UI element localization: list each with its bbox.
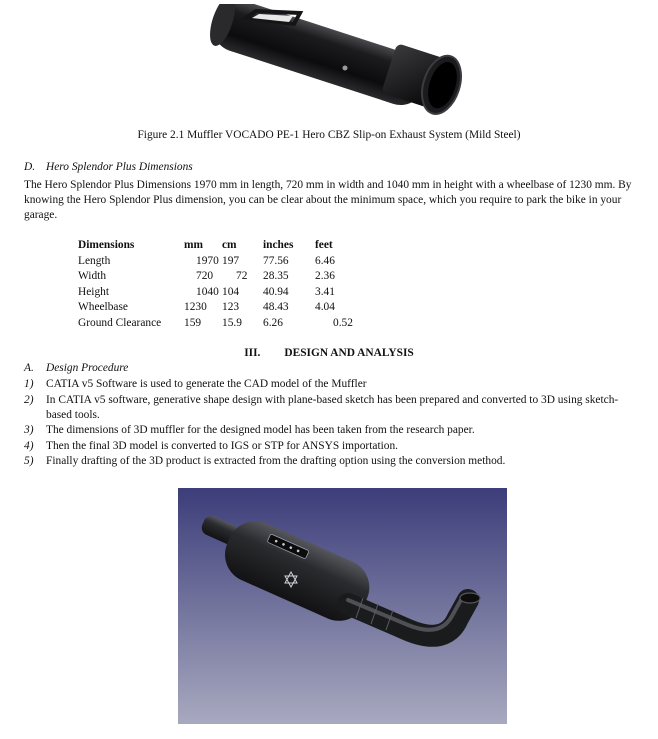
table-cell: 1040 — [196, 285, 219, 298]
subsection-heading — [24, 160, 193, 175]
table-header-cell: inches — [263, 239, 294, 251]
list-item-text: Then the final 3D model is converted to IGS or STP for ANSYS importation. — [46, 439, 399, 452]
list-item — [24, 454, 644, 469]
table-header-cell: mm — [184, 239, 203, 251]
table-cell: 0.52 — [333, 316, 353, 329]
list-item — [24, 439, 644, 454]
table-cell: 197 — [222, 254, 240, 267]
dimensions-table — [78, 238, 353, 331]
list-item-number: 5) — [24, 455, 34, 467]
subsection-heading-design — [24, 361, 128, 376]
table-row — [78, 300, 353, 316]
table-cell: 123 — [222, 301, 240, 313]
list-item — [24, 393, 644, 423]
table-cell: Ground Clearance — [78, 316, 162, 329]
table-header-cell: feet — [315, 239, 333, 251]
table-cell: 720 — [196, 270, 214, 282]
list-item-number: 1) — [24, 378, 34, 390]
list-item — [24, 377, 644, 392]
catia-model-drawing — [178, 488, 507, 724]
list-item-text: CATIA v5 Software is used to generate the CAD model of the Muffler — [46, 378, 367, 390]
section-title: DESIGN AND ANALYSIS — [284, 347, 414, 359]
table-cell: 104 — [222, 285, 240, 298]
muffler-photo — [196, 4, 481, 116]
table-cell: 4.04 — [315, 301, 335, 313]
table-cell: 159 — [184, 316, 202, 329]
table-cell: 2.36 — [315, 270, 335, 282]
section-heading — [0, 346, 658, 361]
table-row — [78, 254, 353, 270]
table-row — [78, 269, 353, 285]
subsection-number: D. — [24, 161, 36, 173]
muffler-photo-drawing — [196, 4, 481, 116]
table-cell: 72 — [236, 270, 248, 282]
list-item-number: 3) — [24, 424, 34, 436]
dimensions-paragraph: The Hero Splendor Plus Dimensions 1970 mm in length, 720 mm in width and 1040 mm in height with a wheelbase of 1230 mm. By knowing the Hero Splendor Plus dimension, you can be clear about the minimum space, which you require to park the bike in your garage. — [24, 179, 632, 221]
list-item-text: The dimensions of 3D muffler for the designed model has been taken from the research paper. — [46, 424, 475, 436]
table-cell: 15.9 — [222, 316, 242, 329]
subsection-title: Design Procedure — [46, 362, 129, 374]
design-steps-list — [24, 377, 644, 470]
catia-model-render — [178, 488, 507, 724]
table-cell: 6.26 — [263, 316, 283, 329]
table-cell: 77.56 — [263, 254, 289, 267]
table-cell: Width — [78, 270, 107, 282]
figure-caption: Figure 2.1 Muffler VOCADO PE-1 Hero CBZ Slip-on Exhaust System (Mild Steel) — [137, 129, 521, 141]
table-cell: 40.94 — [263, 285, 289, 298]
table-cell: Length — [78, 254, 111, 267]
list-item-number: 4) — [24, 439, 34, 452]
table-cell: 1970 — [196, 254, 219, 267]
table-header-cell: cm — [222, 239, 237, 251]
list-item-number: 2) — [24, 393, 34, 406]
table-cell: Wheelbase — [78, 301, 128, 313]
table-row — [78, 316, 353, 332]
table-cell: 48.43 — [263, 301, 289, 313]
table-row — [78, 285, 353, 301]
table-cell: 6.46 — [315, 254, 335, 267]
table-cell: 28.35 — [263, 270, 289, 282]
table-header-cell: Dimensions — [78, 239, 135, 251]
list-item — [24, 423, 644, 438]
table-cell: 1230 — [184, 301, 207, 313]
table-cell: 3.41 — [315, 285, 335, 298]
table-cell: Height — [78, 285, 110, 298]
list-item-text: In CATIA v5 software, generative shape design with plane-based sketch has been prepared and converted to 3D using sketch-based tools. — [46, 393, 619, 421]
list-item-text: Finally drafting of the 3D product is extracted from the drafting option using the conversion method. — [46, 455, 506, 467]
table-header-row — [78, 238, 353, 254]
subsection-number: A. — [24, 362, 34, 374]
subsection-title: Hero Splendor Plus Dimensions — [46, 161, 193, 173]
section-number: III. — [244, 347, 261, 359]
